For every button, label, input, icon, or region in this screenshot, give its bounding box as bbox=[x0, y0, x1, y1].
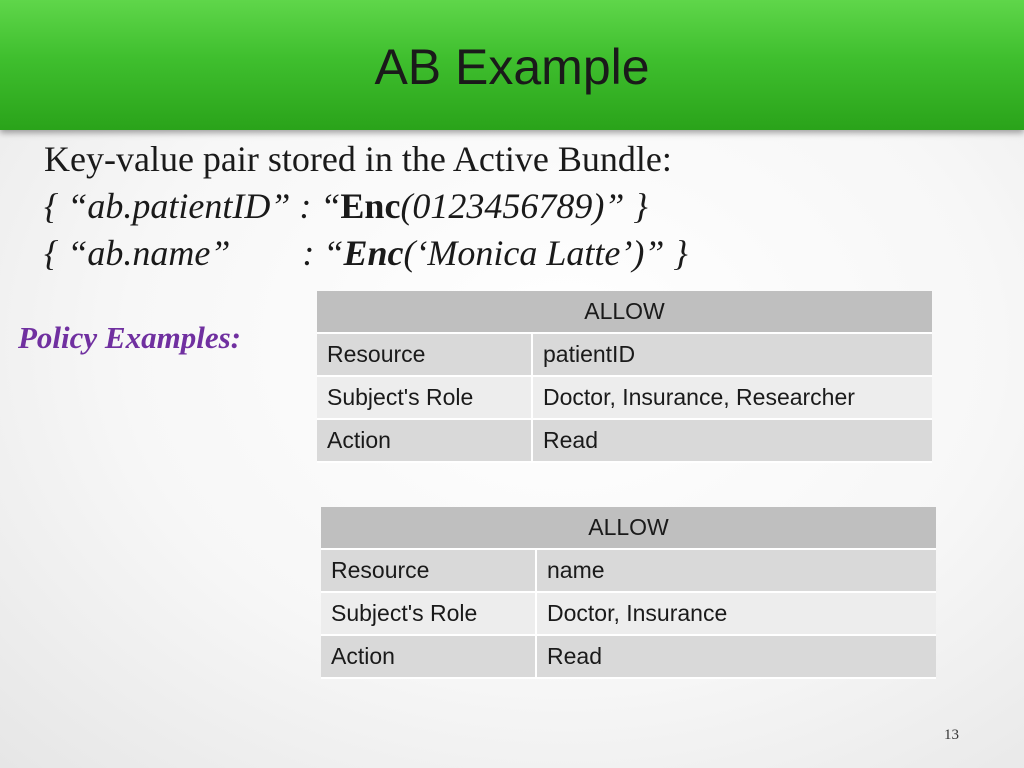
table-cell-value: Doctor, Insurance, Researcher bbox=[532, 376, 932, 419]
table-cell-value: Doctor, Insurance bbox=[536, 592, 936, 635]
policy-table-1 bbox=[317, 291, 932, 463]
table-cell-key: Resource bbox=[317, 333, 532, 376]
table-cell-value: Read bbox=[536, 635, 936, 678]
table-row bbox=[317, 333, 932, 376]
page-number: 13 bbox=[944, 727, 959, 743]
line3-prefix: { “ab.name” : “ bbox=[44, 233, 344, 273]
table-cell-key: Subject's Role bbox=[317, 376, 532, 419]
policy-examples-label: Policy Examples: bbox=[18, 320, 241, 355]
intro-line-2 bbox=[44, 183, 688, 230]
intro-line-3 bbox=[44, 230, 688, 277]
table-row bbox=[321, 592, 936, 635]
table-header: ALLOW bbox=[317, 291, 932, 333]
slide-title: AB Example bbox=[374, 39, 650, 95]
line3-enc: Enc bbox=[343, 233, 404, 273]
table-cell-key: Resource bbox=[321, 549, 536, 592]
line2-enc: Enc bbox=[340, 186, 401, 226]
line2-prefix: { “ab.patientID” : “ bbox=[44, 186, 341, 226]
table-cell-value: patientID bbox=[532, 333, 932, 376]
table-cell-key: Action bbox=[317, 419, 532, 462]
policy-table-2 bbox=[321, 507, 936, 679]
table-row bbox=[317, 376, 932, 419]
table-header: ALLOW bbox=[321, 507, 936, 549]
table-header-row bbox=[321, 507, 936, 549]
intro-line-1: Key-value pair stored in the Active Bundle: bbox=[44, 139, 672, 179]
intro-text bbox=[44, 136, 688, 277]
table-header-row bbox=[317, 291, 932, 333]
table-cell-value: Read bbox=[532, 419, 932, 462]
table-cell-value: name bbox=[536, 549, 936, 592]
table-cell-key: Subject's Role bbox=[321, 592, 536, 635]
table-row bbox=[321, 635, 936, 678]
table-row bbox=[321, 549, 936, 592]
table-cell-key: Action bbox=[321, 635, 536, 678]
line3-suffix: (‘Monica Latte’)” } bbox=[403, 233, 688, 273]
line2-suffix: (0123456789)” } bbox=[400, 186, 648, 226]
table-row bbox=[317, 419, 932, 462]
